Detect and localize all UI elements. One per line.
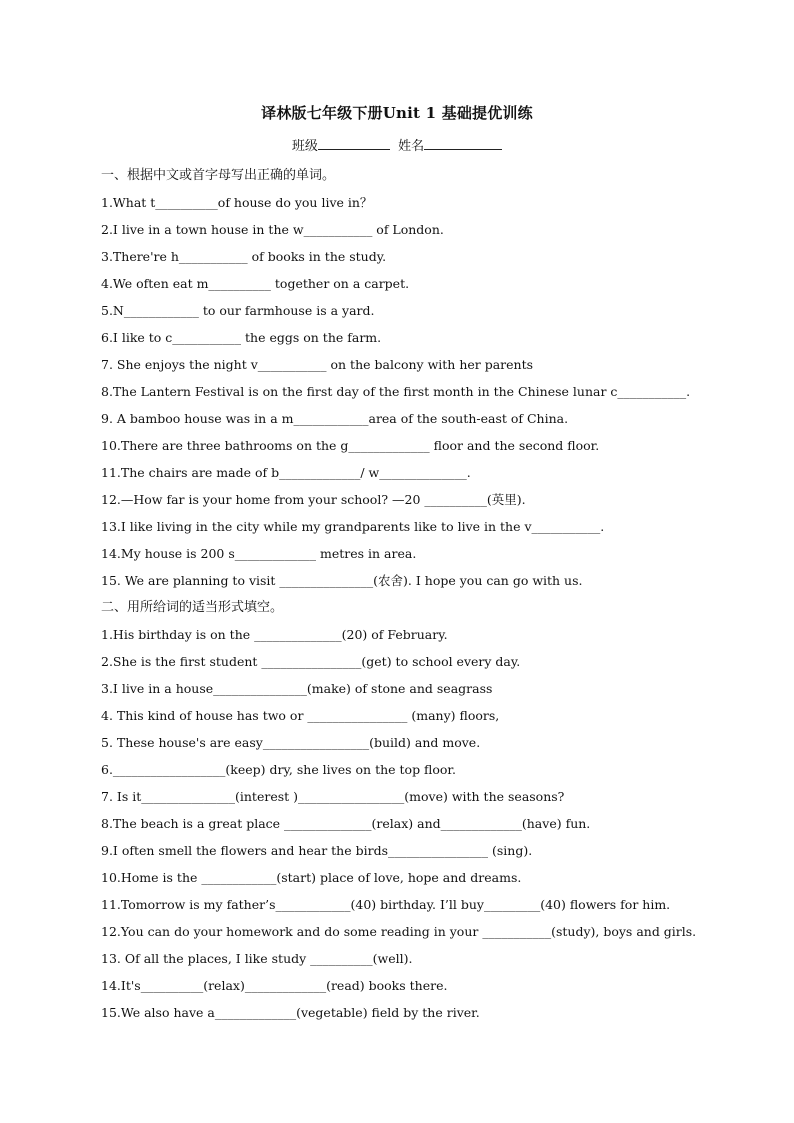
exercise-item: 8.The beach is a great place ______________(relax) and_____________(have) fun. bbox=[101, 816, 591, 831]
exercise-item: 8.The Lantern Festival is on the first day of the first month in the Chinese lunar c___________. bbox=[101, 384, 691, 399]
exercise-item: 14.My house is 200 s_____________ metres in area. bbox=[101, 546, 417, 561]
exercise-item: 5.N____________ to our farmhouse is a yard. bbox=[101, 303, 375, 318]
section-heading-1: 一、根据中文或首字母写出正确的单词。 bbox=[101, 168, 336, 183]
class-name-line bbox=[0, 135, 794, 154]
exercise-item: 12.—How far is your home from your school? —20 __________(英里). bbox=[101, 492, 526, 507]
exercise-item: 1.His birthday is on the ______________(20) of February. bbox=[101, 627, 448, 642]
name-blank[interactable] bbox=[424, 137, 502, 150]
exercise-item: 6.I like to c___________ the eggs on the farm. bbox=[101, 330, 382, 345]
exercise-item: 11.Tomorrow is my father’s____________(40) birthday. I’ll buy_________(40) flowers for him. bbox=[101, 897, 671, 912]
exercise-item: 9.I often smell the flowers and hear the birds________________ (sing). bbox=[101, 843, 533, 858]
exercise-item: 13.I like living in the city while my grandparents like to live in the v___________. bbox=[101, 519, 605, 534]
exercise-item: 10.There are three bathrooms on the g_____________ floor and the second floor. bbox=[101, 438, 600, 453]
exercise-item: 4. This kind of house has two or ________________ (many) floors, bbox=[101, 708, 500, 723]
exercise-item: 3.I live in a house_______________(make) of stone and seagrass bbox=[101, 681, 493, 696]
exercise-item: 15. We are planning to visit _______________(农舍). I hope you can go with us. bbox=[101, 573, 583, 588]
exercise-item: 13. Of all the places, I like study __________(well). bbox=[101, 951, 413, 966]
class-blank[interactable] bbox=[318, 137, 390, 150]
exercise-item: 7. She enjoys the night v___________ on the balcony with her parents bbox=[101, 357, 534, 372]
section-heading-2: 二、用所给词的适当形式填空。 bbox=[101, 600, 284, 615]
exercise-item: 10.Home is the ____________(start) place of love, hope and dreams. bbox=[101, 870, 522, 885]
exercise-lines bbox=[101, 162, 701, 1026]
exercise-item: 14.It's__________(relax)_____________(read) books there. bbox=[101, 978, 448, 993]
exercise-item: 4.We often eat m__________ together on a carpet. bbox=[101, 276, 410, 291]
exercise-item: 1.What t__________of house do you live in？ bbox=[101, 195, 373, 210]
exercise-item: 11.The chairs are made of b_____________/ w______________. bbox=[101, 465, 471, 480]
exercise-item: 2.She is the first student ________________(get) to school every day. bbox=[101, 654, 521, 669]
exercise-item: 6.__________________(keep) dry, she lives on the top floor. bbox=[101, 762, 457, 777]
exercise-item: 5. These house's are easy_________________(build) and move. bbox=[101, 735, 481, 750]
exercise-item: 15.We also have a_____________(vegetable) field by the river. bbox=[101, 1005, 480, 1020]
page-title: 译林版七年级下册Unit 1 基础提优训练 bbox=[261, 104, 533, 122]
exercise-item: 7. Is it_______________(interest )_________________(move) with the seasons? bbox=[101, 789, 565, 804]
exercise-item: 3.There're h___________ of books in the study. bbox=[101, 249, 387, 264]
exercise-item: 2.I live in a town house in the w___________ of London. bbox=[101, 222, 444, 237]
exercise-item: 9. A bamboo house was in a m____________area of the south-east of China. bbox=[101, 411, 569, 426]
name-label: 姓名 bbox=[398, 139, 425, 154]
class-label: 班级 bbox=[291, 139, 318, 154]
exercise-item: 12.You can do your homework and do some reading in your ___________(study), boys and girls. bbox=[101, 924, 697, 939]
